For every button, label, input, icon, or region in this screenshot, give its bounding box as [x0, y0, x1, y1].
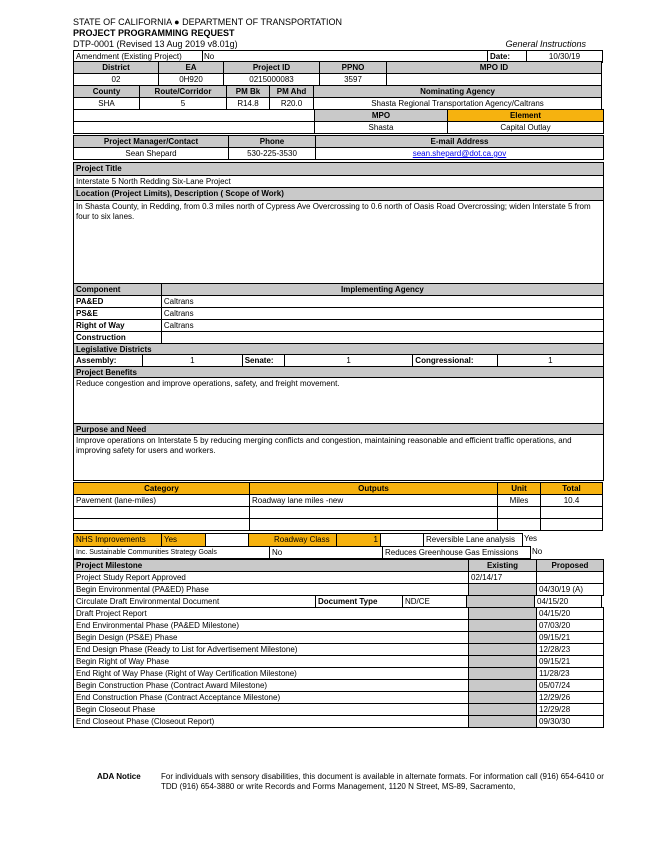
blank-cell — [380, 533, 424, 547]
milestone-proposed: 04/15/20 — [534, 595, 602, 608]
project-id-header: Project ID — [223, 61, 320, 74]
output-row — [73, 519, 604, 531]
milestone-name: End Right of Way Phase (Right of Way Certification Milestone) — [73, 667, 469, 680]
milestone-name: End Design Phase (Ready to List for Advertisement Milestone) — [73, 643, 469, 656]
milestone-name: Begin Design (PS&E) Phase — [73, 631, 469, 644]
output-unit: Miles — [497, 494, 541, 507]
output-unit — [497, 518, 541, 531]
output-category — [73, 518, 250, 531]
senate-value: 1 — [284, 354, 413, 367]
proposed-header: Proposed — [536, 559, 604, 572]
outputs-header: Outputs — [249, 482, 498, 495]
milestone-name: Begin Construction Phase (Contract Award Milestone) — [73, 679, 469, 692]
component-agency — [161, 331, 604, 344]
ghg-label: Reduces Greenhouse Gas Emissions — [382, 546, 531, 559]
milestone-proposed: 11/28/23 — [536, 667, 604, 680]
milestone-proposed: 04/15/20 — [536, 607, 604, 620]
milestone-row — [73, 716, 604, 728]
category-header: Category — [73, 482, 250, 495]
milestone-proposed: 12/29/26 — [536, 691, 604, 704]
mpo-value: Shasta — [314, 121, 448, 134]
component-name: Right of Way — [73, 319, 162, 332]
component-agency: Caltrans — [161, 295, 604, 308]
phone-value: 530-225-3530 — [228, 147, 316, 160]
mpo-header: MPO — [314, 109, 448, 122]
blank-cell — [73, 121, 315, 134]
route-value: 5 — [139, 97, 227, 110]
date-value: 10/30/19 — [526, 50, 603, 63]
district-value: 02 — [73, 73, 159, 86]
assembly-value: 1 — [142, 354, 243, 367]
roadway-class-label: Roadway Class — [248, 533, 337, 547]
form-id: DTP-0001 (Revised 13 Aug 2019 v8.01g) — [73, 39, 238, 49]
congressional-value: 1 — [497, 354, 604, 367]
reversible-value: Yes — [524, 534, 538, 543]
component-name: Construction — [73, 331, 162, 344]
output-name: Roadway lane miles -new — [249, 494, 498, 507]
congressional-label: Congressional: — [412, 354, 497, 367]
milestone-proposed: 04/30/19 (A) — [536, 583, 604, 596]
districts-label: Legislative Districts — [73, 343, 604, 355]
nominating-agency-header: Nominating Agency — [313, 85, 602, 98]
scs-value: No — [269, 546, 383, 559]
output-category: Pavement (lane-miles) — [73, 494, 250, 507]
milestone-name: Begin Right of Way Phase — [73, 655, 469, 668]
output-total — [540, 518, 603, 531]
amendment-value: No — [202, 50, 488, 63]
benefits-value: Reduce congestion and improve operations, safety, and freight movement. — [73, 377, 604, 424]
pm-ahd-header: PM Ahd — [269, 85, 314, 98]
ada-label: ADA Notice — [97, 772, 141, 781]
milestone-name: Begin Environmental (PA&ED) Phase — [73, 583, 469, 596]
ada-text: For individuals with sensory disabilities, this document is available in alternate formats. For information call (916) 654-6410 or TDD (916) 654-3880 or write Records and Forms Management, 1120 N Street, MS-89, Sacramento, — [161, 772, 604, 791]
senate-label: Senate: — [242, 354, 285, 367]
milestone-name: End Environmental Phase (PA&ED Milestone) — [73, 619, 469, 632]
ppno-value: 3597 — [319, 73, 387, 86]
nhs-label: NHS Improvements — [73, 533, 162, 547]
mpo-id-header: MPO ID — [386, 61, 602, 74]
manager-name: Sean Shepard — [73, 147, 229, 160]
component-header: Component — [73, 283, 162, 296]
total-header: Total — [540, 482, 603, 495]
ea-value: 0H920 — [158, 73, 224, 86]
reversible-label: Reversible Lane analysis — [423, 533, 523, 547]
ghg-value: No — [532, 547, 543, 556]
milestone-name: Draft Project Report — [73, 607, 469, 620]
project-title-label: Project Title — [73, 162, 604, 176]
pm-bk-value: R14.8 — [226, 97, 270, 110]
output-total: 10.4 — [540, 494, 603, 507]
existing-header: Existing — [468, 559, 537, 572]
purpose-label: Purpose and Need — [73, 423, 604, 435]
component-agency: Caltrans — [161, 307, 604, 320]
manager-header: Project Manager/Contact — [73, 135, 229, 148]
pm-bk-header: PM Bk — [226, 85, 270, 98]
milestone-name: Project Study Report Approved — [73, 571, 469, 584]
milestone-proposed: 09/15/21 — [536, 631, 604, 644]
milestone-existing — [468, 715, 537, 728]
project-id-value: 0215000083 — [223, 73, 320, 86]
milestone-proposed: 12/28/23 — [536, 643, 604, 656]
component-agency: Caltrans — [161, 319, 604, 332]
milestone-proposed: 09/15/21 — [536, 655, 604, 668]
county-header: County — [73, 85, 140, 98]
agency-header: STATE OF CALIFORNIA ● DEPARTMENT OF TRANSPORTATION — [73, 17, 342, 27]
date-label: Date: — [487, 50, 527, 63]
element-value: Capital Outlay — [447, 121, 604, 134]
form-page — [73, 17, 604, 728]
county-value: SHA — [73, 97, 140, 110]
district-header: District — [73, 61, 159, 74]
milestone-proposed: 05/07/24 — [536, 679, 604, 692]
milestone-name: Begin Closeout Phase — [73, 703, 469, 716]
form-title: PROJECT PROGRAMMING REQUEST — [73, 28, 235, 38]
milestone-proposed: 12/29/28 — [536, 703, 604, 716]
general-instructions-link[interactable]: General Instructions — [505, 39, 586, 49]
unit-header: Unit — [497, 482, 541, 495]
project-title-value: Interstate 5 North Redding Six-Lane Project — [73, 175, 604, 188]
ppno-header: PPNO — [319, 61, 387, 74]
nhs-value: Yes — [161, 533, 206, 547]
assembly-label: Assembly: — [73, 354, 143, 367]
milestone-existing: 02/14/17 — [468, 571, 537, 584]
scs-label: Inc. Sustainable Communities Strategy Goals — [73, 546, 270, 559]
document-type-value: ND/CE — [402, 595, 467, 608]
component-name: PS&E — [73, 307, 162, 320]
milestone-name: Circulate Draft Environmental Document — [73, 595, 316, 608]
purpose-value: Improve operations on Interstate 5 by reducing merging conflicts and congestion, maintaining reasonable and efficient traffic operations, and improving safety for users and workers. — [73, 434, 604, 481]
milestone-header: Project Milestone — [73, 559, 469, 572]
output-name — [249, 518, 498, 531]
pm-ahd-value: R20.0 — [269, 97, 314, 110]
roadway-class-value: 1 — [336, 533, 381, 547]
ea-header: EA — [158, 61, 224, 74]
ada-notice — [73, 772, 604, 792]
description-value: In Shasta County, in Redding, from 0.3 miles north of Cypress Ave Overcrossing to 0.6 north of Oasis Road Overcrossing; widen Interstate 5 from four to six lanes. — [73, 200, 604, 284]
benefits-label: Project Benefits — [73, 366, 604, 378]
document-type-label: Document Type — [315, 595, 403, 608]
milestone-name: End Construction Phase (Contract Acceptance Milestone) — [73, 691, 469, 704]
phone-header: Phone — [228, 135, 316, 148]
nominating-agency-value: Shasta Regional Transportation Agency/Caltrans — [313, 97, 602, 110]
blank-cell — [205, 533, 249, 547]
description-label: Location (Project Limits), Description ( Scope of Work) — [73, 187, 604, 201]
element-header: Element — [447, 109, 604, 122]
milestone-name: End Closeout Phase (Closeout Report) — [73, 715, 469, 728]
component-row — [73, 332, 604, 344]
email-header: E-mail Address — [315, 135, 604, 148]
email-link[interactable]: sean.shepard@dot.ca.gov — [412, 149, 507, 158]
component-name: PA&ED — [73, 295, 162, 308]
route-header: Route/Corridor — [139, 85, 227, 98]
implementing-agency-header: Implementing Agency — [161, 283, 604, 296]
milestone-proposed: 07/03/20 — [536, 619, 604, 632]
amendment-label: Amendment (Existing Project) — [73, 50, 203, 63]
milestone-proposed: 09/30/30 — [536, 715, 604, 728]
